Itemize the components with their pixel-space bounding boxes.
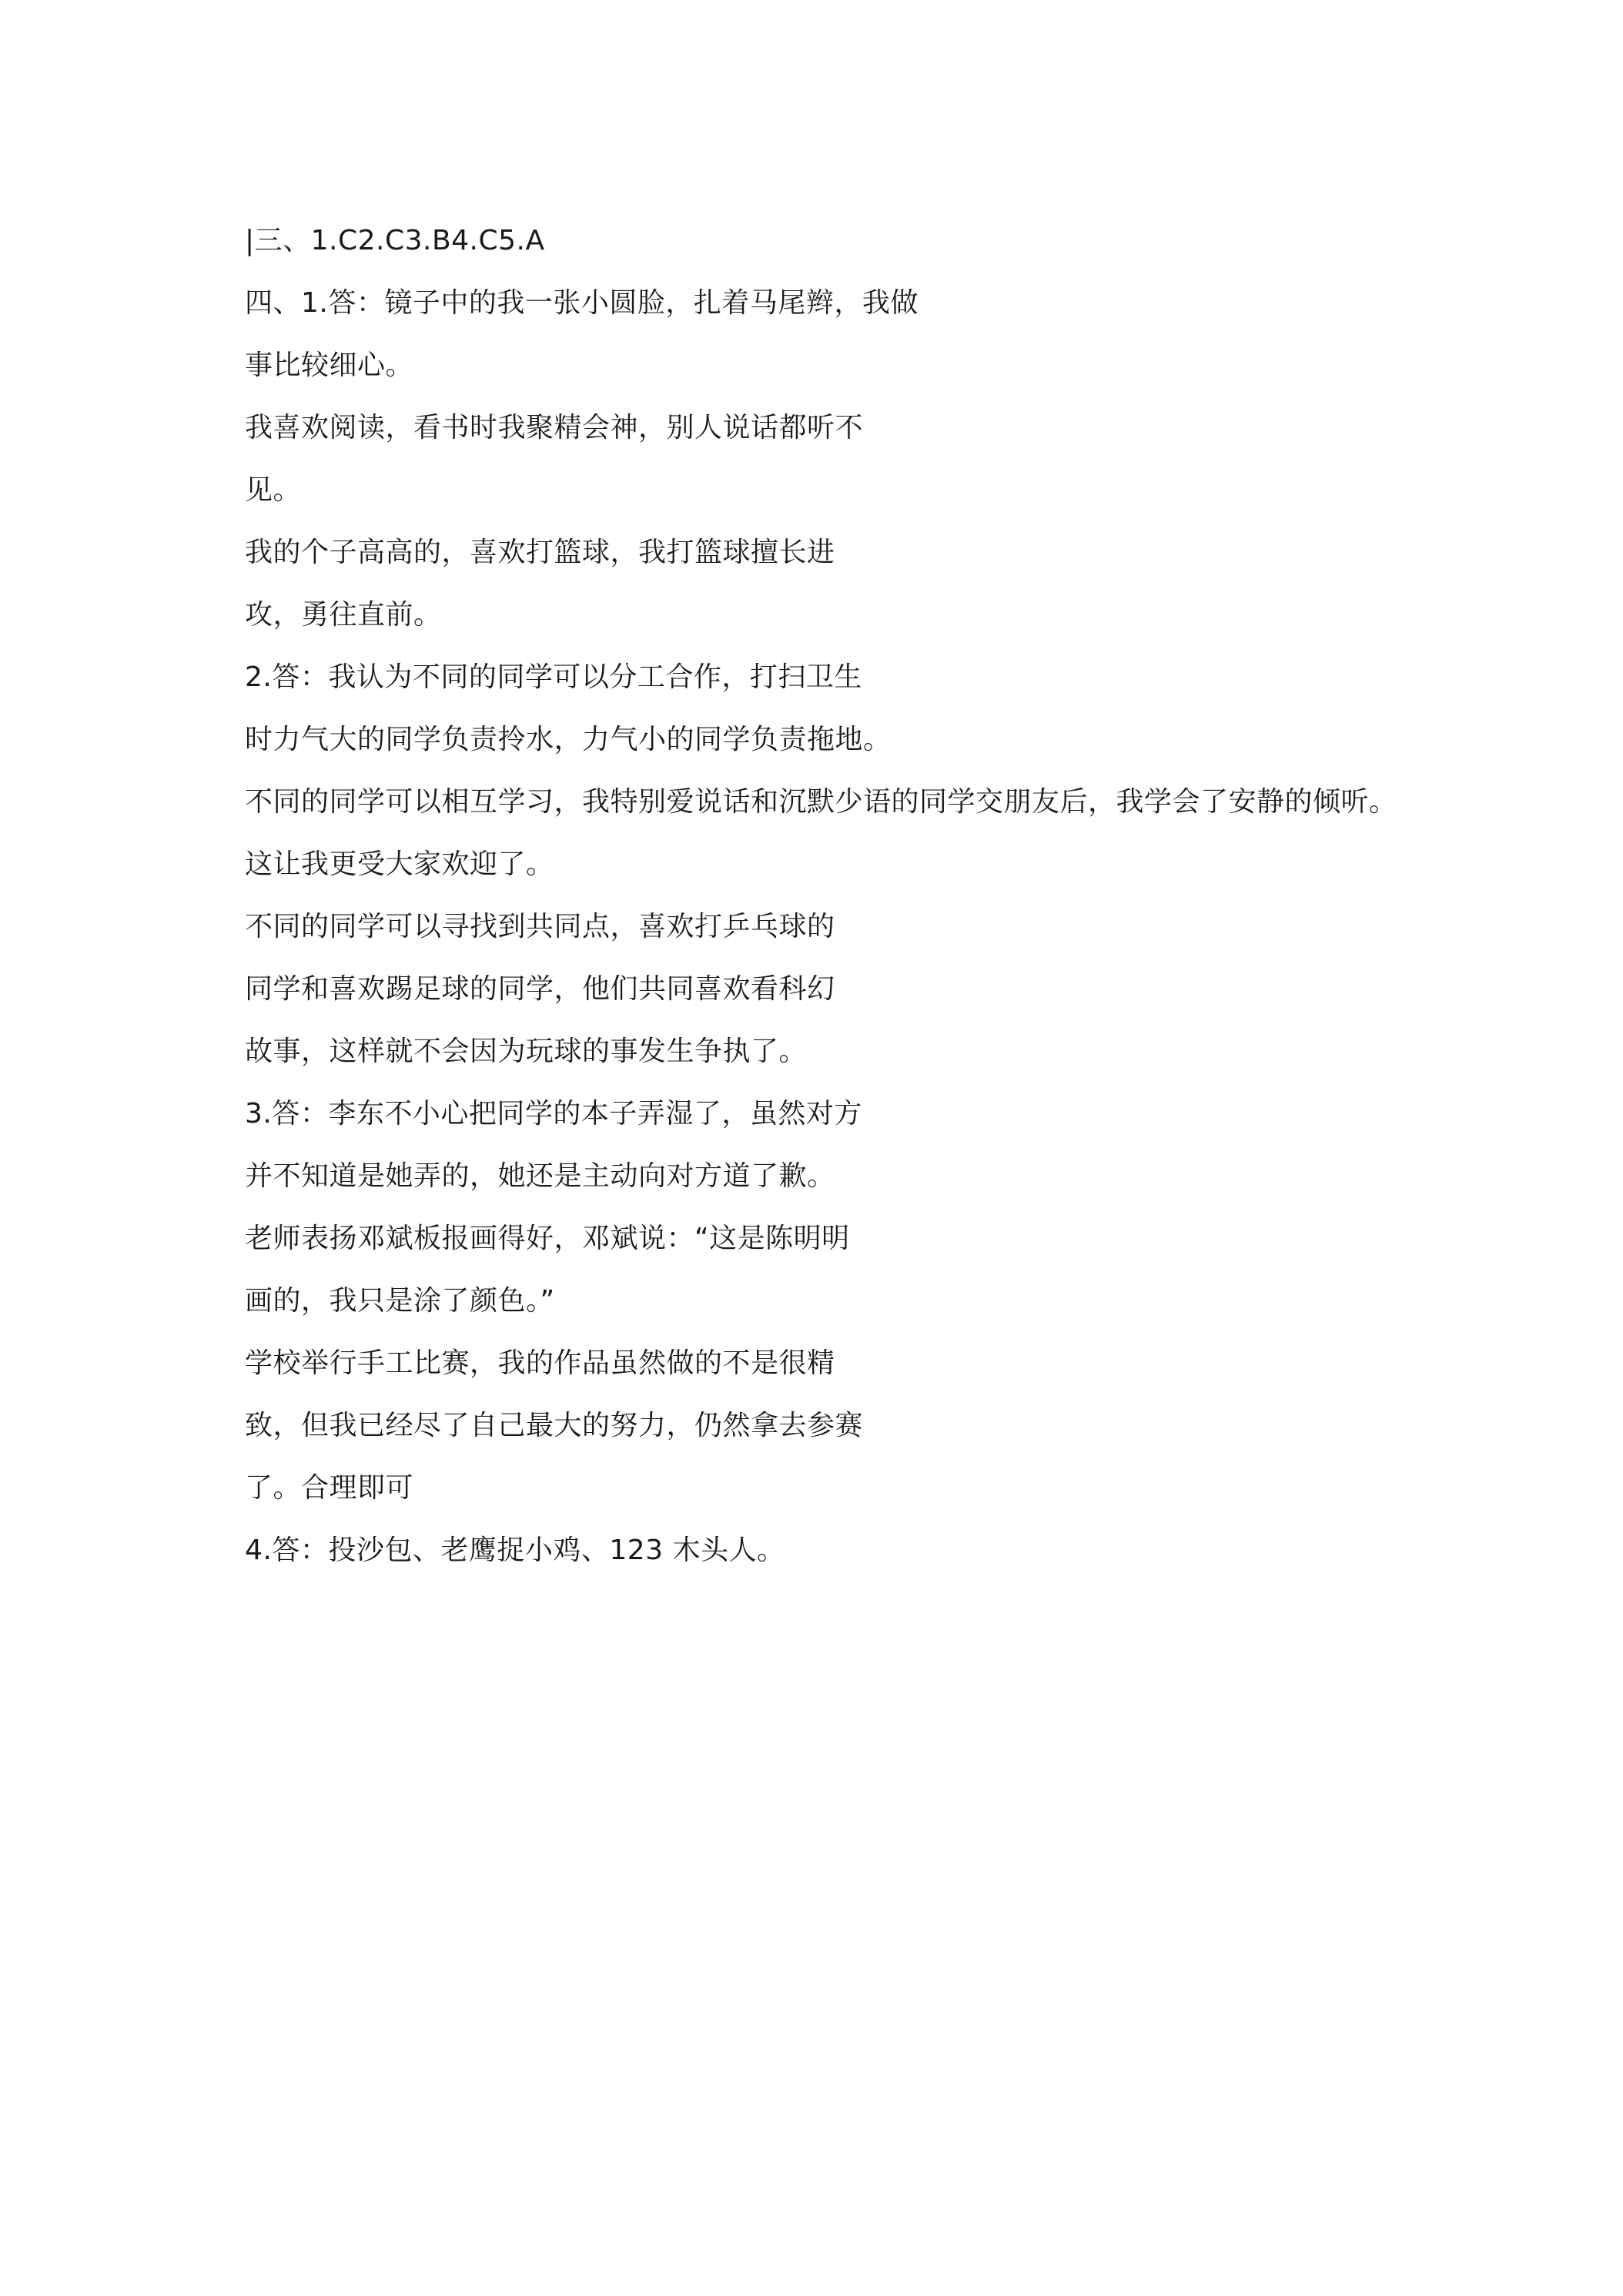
text-line: 时力气大的同学负责拎水，力气小的同学负责拖地。 <box>245 724 892 755</box>
text-line: 这让我更受大家欢迎了。 <box>245 848 554 880</box>
text-line: 我喜欢阅读，看书时我聚精会神，别人说话都听不 <box>245 412 864 443</box>
text-line: 我的个子高高的，喜欢打篮球，我打篮球擅长进 <box>245 537 835 568</box>
text-line: 见。 <box>245 474 302 506</box>
text-line: 不同的同学可以寻找到共同点，喜欢打乒乓球的 <box>245 911 835 942</box>
text-line: 同学和喜欢踢足球的同学，他们共同喜欢看科幻 <box>245 973 835 1005</box>
answer-line-q2: 2.答：我认为不同的同学可以分工合作，打扫卫生 <box>245 661 862 693</box>
text-line: 攻，勇往直前。 <box>245 599 442 631</box>
text-line: 学校举行手工比赛，我的作品虽然做的不是很精 <box>245 1347 835 1379</box>
text-line: 老师表扬邓斌板报画得好，邓斌说：“这是陈明明 <box>245 1223 850 1254</box>
text-line: 画的，我只是涂了颜色。” <box>245 1285 555 1317</box>
answer-line-section-4-q1: 四、1.答：镜子中的我一张小圆脸，扎着马尾辫，我做 <box>245 287 919 319</box>
text-line: 故事，这样就不会因为玩球的事发生争执了。 <box>245 1036 808 1067</box>
answer-line-q4: 4.答：投沙包、老鹰捉小鸡、123 木头人。 <box>245 1535 785 1566</box>
text-line: 并不知道是她弄的，她还是主动向对方道了歉。 <box>245 1160 835 1192</box>
text-line: 不同的同学可以相互学习，我特别爱说话和沉默少语的同学交朋友后，我学会了安静的倾听。 <box>245 786 1397 818</box>
answer-text-block <box>245 209 1569 1581</box>
answer-line-q3: 3.答：李东不小心把同学的本子弄湿了，虽然对方 <box>245 1098 862 1130</box>
text-line: 致，但我已经尽了自己最大的努力，仍然拿去参赛 <box>245 1410 864 1441</box>
text-line: 了。合理即可 <box>245 1472 414 1504</box>
answer-line-section-3: |三、1.C2.C3.B4.C5.A <box>245 225 545 256</box>
text-line: 事比较细心。 <box>245 350 414 381</box>
